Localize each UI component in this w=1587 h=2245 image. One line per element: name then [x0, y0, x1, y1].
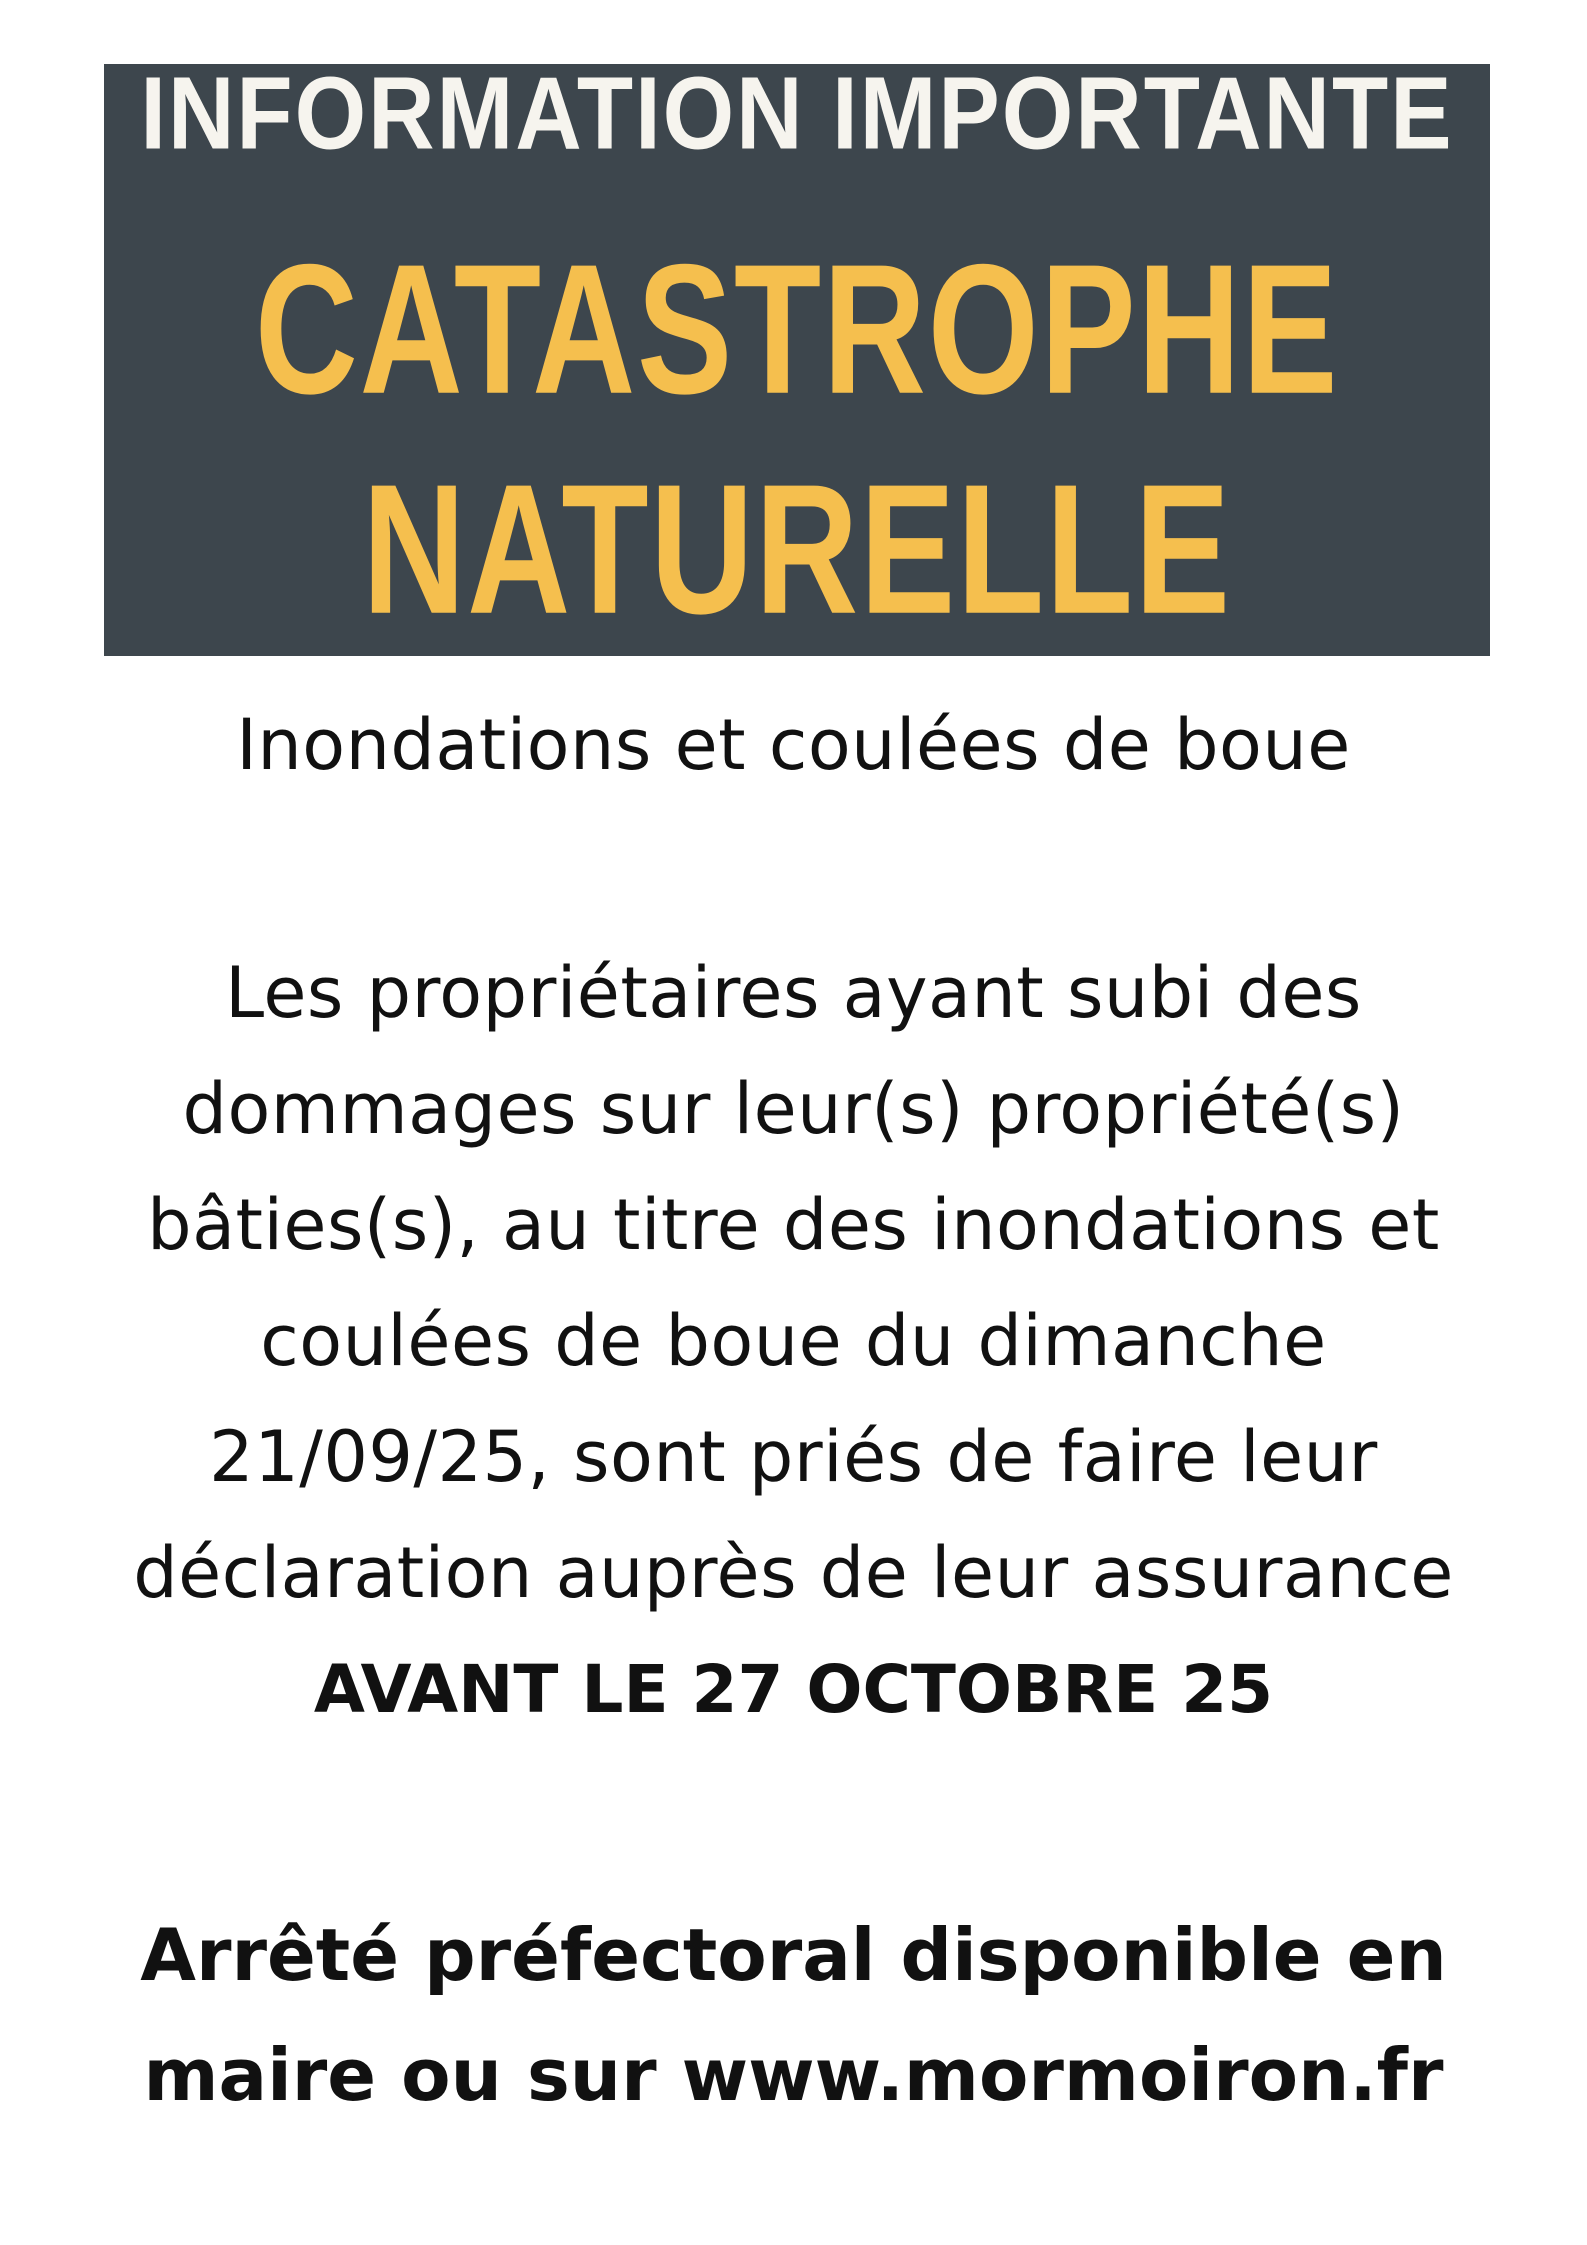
banner-top-title: INFORMATION IMPORTANTE: [140, 56, 1454, 172]
footer-line: Arrêté préfectoral disponible en: [140, 1913, 1447, 1997]
alert-banner: [104, 56, 1490, 656]
notice-body-line: Les propriétaires ayant subi des: [225, 952, 1362, 1034]
notice-body-line: bâties(s), au titre des inondations et: [147, 1184, 1440, 1266]
banner-main-title-line-1: CATASTROPHE: [254, 225, 1340, 433]
notice-subtitle: Inondations et coulées de boue: [236, 704, 1351, 786]
notice-body-line: coulées de boue du dimanche: [260, 1300, 1327, 1382]
footer-notice: [0, 1895, 1587, 2135]
notice-body-line: 21/09/25, sont priés de faire leur: [209, 1416, 1378, 1498]
deadline-text: AVANT LE 27 OCTOBRE 25: [313, 1651, 1274, 1728]
notice-body-line: déclaration auprès de leur assurance: [133, 1532, 1454, 1614]
footer-line-with-website: maire ou sur www.mormoiron.fr: [143, 2033, 1444, 2117]
banner-main-title-line-2: NATURELLE: [362, 445, 1232, 653]
notice-body-line: dommages sur leur(s) propriété(s): [182, 1068, 1405, 1150]
notice-body: [0, 935, 1587, 1631]
